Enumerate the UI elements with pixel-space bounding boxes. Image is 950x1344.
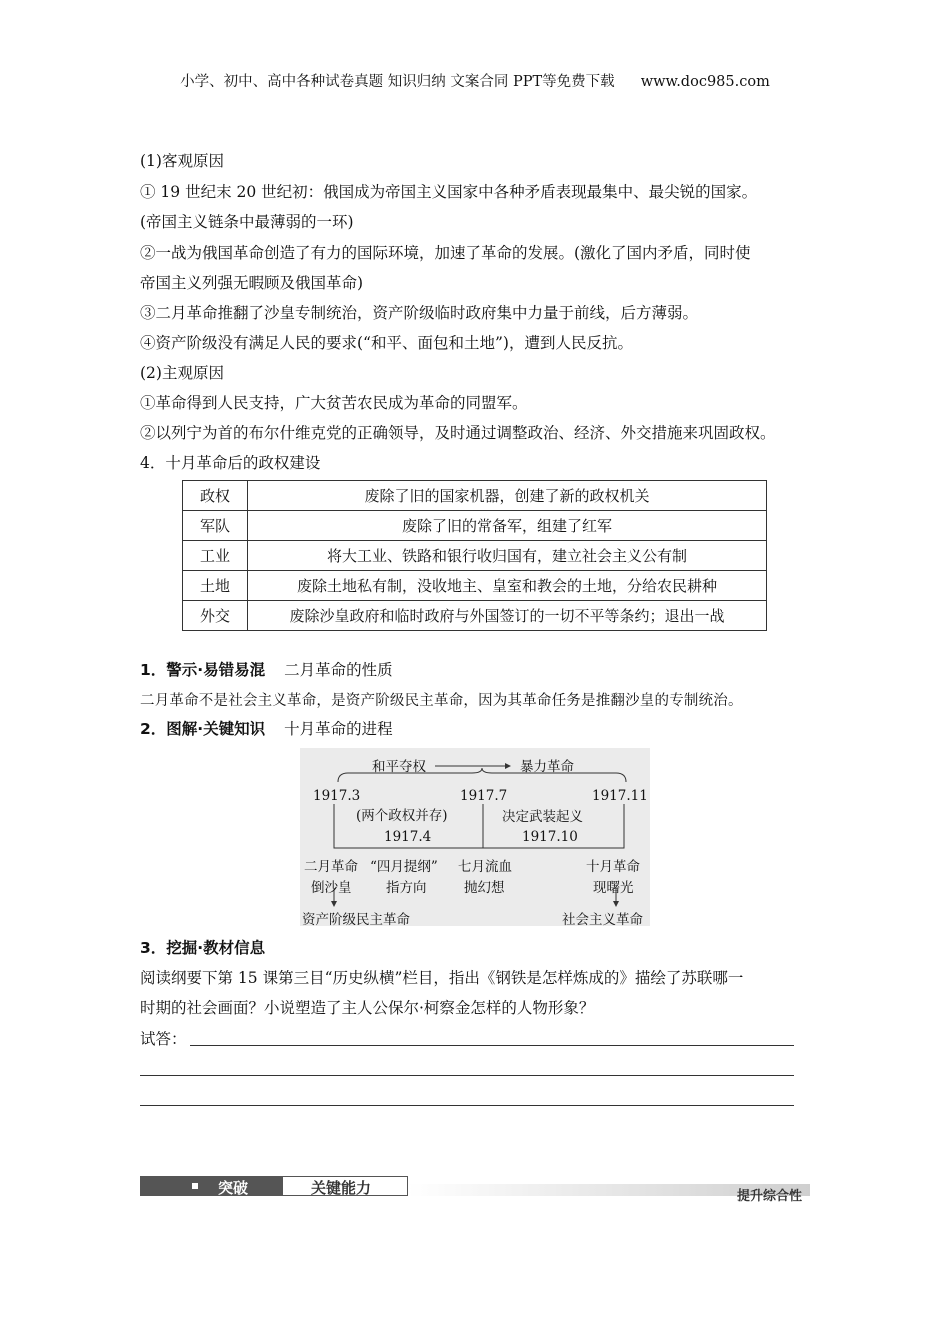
uprising-label: 决定武装起义 — [502, 809, 583, 825]
note-3-text-2: 时期的社会画面？小说塑造了主人公保尔·柯察金怎样的人物形象？ — [140, 999, 595, 1017]
subjective-reason-2: ②以列宁为首的布尔什维克党的正确领导，及时通过调整政治、经济、外交措施来巩固政权。 — [140, 424, 776, 442]
nature-socialist: 社会主义革命 — [562, 912, 643, 928]
result-overthrow-tsar: 倒沙皇 — [311, 880, 352, 896]
banner-tag-box — [140, 1176, 282, 1196]
result-direction: 指方向 — [386, 880, 427, 896]
objective-reason-2: ②一战为俄国革命创造了有力的国际环境，加速了革命的发展。(激化了国内矛盾，同时使 — [140, 244, 751, 262]
result-dawn: 现曙光 — [593, 880, 634, 896]
result-abandon-illusions: 抛幻想 — [464, 880, 505, 896]
note-2-label: 图解·关键知识 — [166, 720, 266, 738]
note-1 — [140, 660, 393, 680]
answer-label: 试答： — [140, 1030, 187, 1048]
dual-power-label: (两个政权并存) — [356, 808, 448, 824]
power-building-table — [182, 480, 767, 631]
diagram-lines — [300, 748, 650, 926]
objective-reason-4: ④资产阶级没有满足人民的要求(“和平、面包和土地”)，遭到人民反抗。 — [140, 334, 633, 352]
banner-title-box — [282, 1176, 408, 1196]
header-left-text: 小学、初中、高中各种试卷真题 知识归纳 文案合同 PPT等免费下载 — [180, 74, 615, 90]
table-row — [183, 511, 767, 541]
date-1917-11: 1917.11 — [592, 788, 648, 804]
note-2-topic: 十月革命的进程 — [284, 720, 393, 738]
answer-line-2[interactable] — [140, 1075, 794, 1076]
section-banner — [140, 1176, 810, 1204]
table-value: 废除了旧的常备军，组建了红军 — [248, 511, 767, 541]
event-july-bloodshed: 七月流血 — [458, 859, 512, 875]
table-key: 工业 — [183, 541, 248, 571]
event-february-revolution: 二月革命 — [304, 859, 358, 875]
table-row — [183, 481, 767, 511]
note-2 — [140, 719, 393, 739]
note-2-number: 2． — [140, 720, 167, 738]
table-value: 废除土地私有制，没收地主、皇室和教会的土地，分给农民耕种 — [248, 571, 767, 601]
banner-right-text: 提升综合性 — [736, 1189, 802, 1204]
objective-reasons-title: (1)客观原因 — [140, 152, 224, 170]
subjective-reasons-title: (2)主观原因 — [140, 364, 224, 382]
table-key: 军队 — [183, 511, 248, 541]
header-url: www.doc985.com — [640, 74, 770, 90]
nature-bourgeois: 资产阶级民主革命 — [302, 912, 410, 928]
table-key: 外交 — [183, 601, 248, 631]
banner-title: 关键能力 — [311, 1179, 372, 1197]
page-header — [0, 70, 950, 91]
table-value: 将大工业、铁路和银行收归国有，建立社会主义公有制 — [248, 541, 767, 571]
note-1-text: 二月革命不是社会主义革命，是资产阶级民主革命，因为其革命任务是推翻沙皇的专制统治。 — [140, 693, 743, 709]
section-4-title: 4．十月革命后的政权建设 — [140, 454, 321, 472]
date-1917-10: 1917.10 — [522, 829, 578, 845]
answer-line-1[interactable] — [190, 1045, 794, 1046]
note-3-text-1: 阅读纲要下第 15 课第三目“历史纵横”栏目，指出《钢铁是怎样炼成的》描绘了苏联哪一 — [140, 969, 744, 987]
table-row — [183, 601, 767, 631]
objective-reason-1-note: (帝国主义链条中最薄弱的一环) — [140, 213, 354, 231]
october-revolution-diagram — [300, 748, 650, 926]
note-3-number: 3． — [140, 939, 167, 957]
note-1-topic: 二月革命的性质 — [284, 661, 393, 679]
date-1917-4: 1917.4 — [384, 829, 432, 845]
date-1917-3: 1917.3 — [313, 788, 361, 804]
square-bullet-icon — [192, 1183, 198, 1189]
date-1917-7: 1917.7 — [460, 788, 508, 804]
banner-tag: 突破 — [218, 1179, 249, 1197]
note-3 — [140, 938, 265, 958]
table-row — [183, 571, 767, 601]
event-april-theses: “四月提纲” — [370, 859, 438, 875]
note-3-label: 挖掘·教材信息 — [166, 939, 266, 957]
table-key: 政权 — [183, 481, 248, 511]
subjective-reason-1: ①革命得到人民支持，广大贫苦农民成为革命的同盟军。 — [140, 394, 528, 412]
objective-reason-1: ① 19 世纪末 20 世纪初：俄国成为帝国主义国家中各种矛盾表现最集中、最尖锐的国家。 — [140, 183, 758, 201]
event-october-revolution: 十月革命 — [586, 859, 640, 875]
phase-peaceful: 和平夺权 — [372, 759, 426, 775]
note-1-number: 1． — [140, 661, 167, 679]
note-1-label: 警示·易错易混 — [166, 661, 266, 679]
objective-reason-2-note: 帝国主义列强无暇顾及俄国革命) — [140, 274, 364, 292]
answer-line-3[interactable] — [140, 1105, 794, 1106]
table-value: 废除了旧的国家机器，创建了新的政权机关 — [248, 481, 767, 511]
objective-reason-3: ③二月革命推翻了沙皇专制统治，资产阶级临时政府集中力量于前线，后方薄弱。 — [140, 304, 699, 322]
table-row — [183, 541, 767, 571]
table-key: 土地 — [183, 571, 248, 601]
phase-violent: 暴力革命 — [520, 759, 574, 775]
table-value: 废除沙皇政府和临时政府与外国签订的一切不平等条约；退出一战 — [248, 601, 767, 631]
